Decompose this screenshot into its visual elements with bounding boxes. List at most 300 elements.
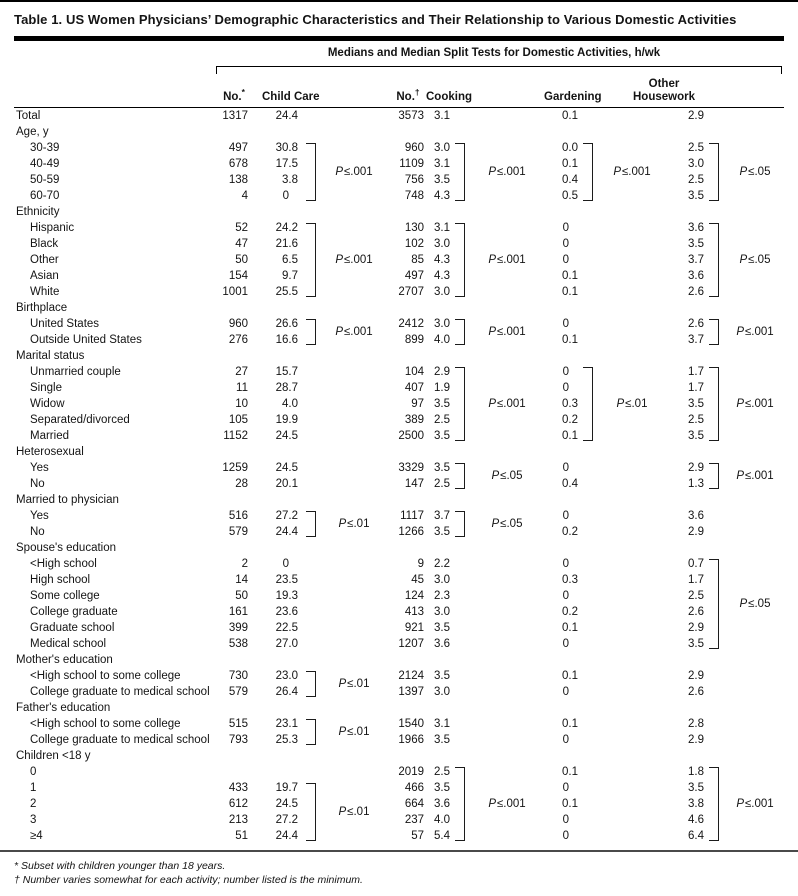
spacer — [298, 364, 320, 380]
spacer — [578, 220, 600, 236]
cell-cook: 3.1 — [434, 222, 450, 234]
cell-gard: 0 — [562, 222, 569, 234]
cell-cc: 0 — [282, 190, 289, 202]
group-bracket — [306, 719, 316, 745]
table-row — [14, 236, 784, 252]
spacer — [578, 812, 600, 828]
spacer — [298, 588, 320, 604]
spacer — [578, 316, 600, 332]
row-label: <High school to some college — [30, 718, 181, 730]
section-label: Birthplace — [16, 302, 68, 314]
cell-no2: 130 — [404, 222, 424, 234]
cell-no1: 399 — [228, 622, 248, 634]
spacer — [600, 508, 664, 524]
section-header-row — [14, 348, 784, 364]
cell-no1: 52 — [235, 222, 248, 234]
spacer — [320, 620, 388, 636]
cell-gard: 0.1 — [562, 798, 578, 810]
cell-cook: 3.5 — [434, 430, 450, 442]
dagger-footnote-marker: † — [414, 87, 420, 98]
cell-no1: 105 — [228, 414, 248, 426]
cell-hw: 2.5 — [688, 414, 704, 426]
group-bracket — [306, 511, 316, 537]
cell-no1: 433 — [228, 782, 248, 794]
row-label: ≥4 — [30, 830, 43, 842]
cell-no2: 97 — [411, 398, 424, 410]
table-row — [14, 828, 784, 844]
spacer — [320, 604, 388, 620]
cell-cook: 2.5 — [434, 414, 450, 426]
spacer — [472, 620, 542, 636]
spacer — [472, 684, 542, 700]
cell-gard: 0.2 — [562, 414, 578, 426]
cell-cc: 27.2 — [275, 510, 298, 522]
spacer — [298, 636, 320, 652]
cell-no2: 3573 — [398, 110, 424, 122]
row-label: 40-49 — [30, 158, 60, 170]
table-row — [14, 668, 784, 684]
footnote-rule — [0, 850, 798, 852]
cell-no2: 85 — [411, 254, 424, 266]
group-bracket — [455, 367, 465, 441]
spacer — [600, 684, 664, 700]
spacer — [578, 828, 600, 844]
cell-cc: 27.0 — [275, 638, 298, 650]
table-body — [14, 108, 784, 844]
cell-cc: 6.5 — [282, 254, 298, 266]
group-bracket — [455, 767, 465, 841]
p-value: P ≤.05 — [739, 166, 771, 178]
p-value: P ≤.001 — [736, 398, 774, 410]
spacer — [600, 284, 664, 300]
table-row — [14, 396, 784, 412]
spacer — [578, 764, 600, 780]
row-label: Yes — [30, 510, 49, 522]
table-title: Table 1. US Women Physicians’ Demographic Characteristics and Their Relationship to Various Domestic Activities — [14, 12, 737, 27]
spacer — [704, 108, 726, 124]
cell-gard: 0 — [562, 686, 569, 698]
cell-hw: 2.6 — [688, 686, 704, 698]
spacer — [600, 812, 664, 828]
cell-no2: 413 — [404, 606, 424, 618]
cell-no1: 516 — [228, 510, 248, 522]
spacer — [450, 572, 472, 588]
cell-gard: 0 — [562, 830, 569, 842]
cell-gard: 0.1 — [562, 270, 578, 282]
cell-no1: 11 — [236, 382, 248, 394]
spacer — [578, 588, 600, 604]
cell-no2: 960 — [404, 142, 424, 154]
p-value: P ≤.01 — [338, 806, 370, 818]
table-row — [14, 316, 784, 332]
spacer — [578, 556, 600, 572]
spacer — [472, 732, 542, 748]
spacer — [600, 732, 664, 748]
spacer — [600, 108, 664, 124]
footnote-dagger: † Number varies somewhat for each activity; number listed is the minimum. — [14, 873, 363, 886]
cell-cc: 9.7 — [282, 270, 298, 282]
table-row — [14, 812, 784, 828]
cell-cc: 24.4 — [275, 830, 298, 842]
table-row — [14, 172, 784, 188]
section-label: Mother's education — [16, 654, 113, 666]
cell-cook: 3.5 — [434, 526, 450, 538]
spacer — [726, 684, 784, 700]
spacer — [726, 732, 784, 748]
cell-cook: 1.9 — [434, 382, 450, 394]
cell-no1: 2 — [241, 558, 248, 570]
row-label: Separated/divorced — [30, 414, 130, 426]
cell-cc: 24.5 — [275, 430, 298, 442]
top-rule — [0, 0, 798, 2]
cell-cook: 3.5 — [434, 462, 450, 474]
row-label: 3 — [30, 814, 37, 826]
row-label: Married — [30, 430, 69, 442]
cell-hw: 2.9 — [688, 462, 704, 474]
spacer — [600, 828, 664, 844]
cell-hw: 1.3 — [688, 478, 704, 490]
table-row — [14, 140, 784, 156]
cell-hw: 2.5 — [688, 174, 704, 186]
cell-cook: 3.5 — [434, 174, 450, 186]
cell-no2: 899 — [404, 334, 424, 346]
cell-cc: 20.1 — [275, 478, 298, 490]
cell-hw: 1.7 — [688, 574, 704, 586]
table-header — [14, 41, 784, 108]
cell-cook: 4.3 — [434, 270, 450, 282]
column-header-cooking: Cooking — [426, 91, 472, 103]
cell-hw: 0.7 — [688, 558, 704, 570]
cell-gard: 0.0 — [562, 142, 578, 154]
p-value: P ≤.001 — [488, 166, 526, 178]
spacer — [578, 108, 600, 124]
cell-hw: 3.7 — [688, 254, 704, 266]
spacer — [298, 380, 320, 396]
spacer — [298, 572, 320, 588]
row-label: United States — [30, 318, 100, 330]
p-value: P ≤.001 — [488, 254, 526, 266]
cell-hw: 2.5 — [688, 590, 704, 602]
spacer — [472, 572, 542, 588]
cell-gard: 0 — [562, 814, 569, 826]
cell-cook: 3.6 — [434, 798, 450, 810]
group-bracket — [306, 143, 316, 201]
spacer — [450, 588, 472, 604]
cell-cc: 25.5 — [275, 286, 298, 298]
spacer — [578, 668, 600, 684]
row-label: No — [30, 478, 45, 490]
spacer — [320, 380, 388, 396]
column-header-housework-line2: Housework — [633, 91, 695, 103]
table-row — [14, 156, 784, 172]
row-label: Yes — [30, 462, 49, 474]
spacer — [450, 620, 472, 636]
spacer — [320, 412, 388, 428]
cell-cc: 19.7 — [275, 782, 298, 794]
cell-cook: 3.1 — [434, 110, 450, 122]
spacer — [600, 796, 664, 812]
table-row — [14, 252, 784, 268]
cell-hw: 3.5 — [688, 430, 704, 442]
cell-hw: 2.6 — [688, 286, 704, 298]
group-bracket — [306, 783, 316, 841]
section-header-row — [14, 492, 784, 508]
cell-gard: 0.3 — [562, 574, 578, 586]
cell-no1: 579 — [228, 526, 248, 538]
cell-cc: 19.3 — [275, 590, 298, 602]
section-label: Married to physician — [16, 494, 119, 506]
cell-hw: 3.5 — [688, 398, 704, 410]
row-label: 1 — [30, 782, 37, 794]
spacer — [600, 316, 664, 332]
spacer — [578, 476, 600, 492]
cell-cc: 23.1 — [275, 718, 298, 730]
cell-hw: 1.7 — [688, 366, 704, 378]
cell-gard: 0 — [562, 734, 569, 746]
spacer — [578, 620, 600, 636]
spacer — [472, 604, 542, 620]
cell-cc: 23.0 — [275, 670, 298, 682]
group-bracket — [455, 223, 465, 297]
spacer — [298, 412, 320, 428]
cell-no1: 497 — [228, 142, 248, 154]
section-header-row — [14, 444, 784, 460]
spacer — [320, 460, 388, 476]
spacer — [704, 684, 726, 700]
cell-no1 — [204, 764, 248, 780]
cell-cook: 3.1 — [434, 158, 450, 170]
spacer — [298, 556, 320, 572]
table-row — [14, 636, 784, 652]
cell-no1: 4 — [241, 190, 248, 202]
table-row — [14, 284, 784, 300]
group-bracket — [455, 143, 465, 201]
cell-no2: 45 — [411, 574, 424, 586]
spacer — [600, 524, 664, 540]
spacer — [578, 780, 600, 796]
spacer — [472, 668, 542, 684]
section-label: Heterosexual — [16, 446, 84, 458]
cell-gard: 0.4 — [562, 478, 578, 490]
group-bracket — [709, 559, 719, 649]
group-bracket — [583, 367, 593, 441]
table-section — [14, 540, 784, 652]
column-header-childcare: Child Care — [262, 91, 320, 103]
p-value: P ≤.01 — [338, 678, 370, 690]
spacer — [704, 732, 726, 748]
spacer — [320, 636, 388, 652]
cell-gard: 0.1 — [562, 430, 578, 442]
spacer — [578, 460, 600, 476]
spacer — [578, 524, 600, 540]
spacer — [320, 556, 388, 572]
spacer — [578, 332, 600, 348]
cell-gard: 0 — [562, 782, 569, 794]
spacer — [472, 636, 542, 652]
table-section — [14, 700, 784, 748]
cell-no1: 1001 — [222, 286, 248, 298]
cell-cook: 2.5 — [434, 478, 450, 490]
spacer — [450, 604, 472, 620]
cell-no1: 276 — [228, 334, 248, 346]
table-section — [14, 652, 784, 700]
spacer — [578, 236, 600, 252]
spacer — [600, 636, 664, 652]
spacer — [578, 716, 600, 732]
cell-hw: 4.6 — [688, 814, 704, 826]
spacer — [578, 636, 600, 652]
table-section — [14, 124, 784, 204]
cell-no1: 154 — [228, 270, 248, 282]
table-row — [14, 588, 784, 604]
table-row — [14, 476, 784, 492]
cell-no2: 104 — [404, 366, 424, 378]
cell-gard: 0.1 — [562, 718, 578, 730]
section-label: Father's education — [16, 702, 111, 714]
section-label: Age, y — [16, 126, 49, 138]
spacer — [600, 764, 664, 780]
cell-cook: 3.5 — [434, 622, 450, 634]
row-label: 50-59 — [30, 174, 60, 186]
cell-hw: 3.5 — [688, 638, 704, 650]
table-row — [14, 796, 784, 812]
p-value: P ≤.01 — [338, 726, 370, 738]
cell-gard: 0 — [562, 590, 569, 602]
cell-gard: 0.1 — [562, 766, 578, 778]
cell-no1: 14 — [235, 574, 248, 586]
column-header-other-housework — [604, 78, 724, 104]
cell-no1: 538 — [228, 638, 248, 650]
cell-cook: 2.2 — [434, 558, 450, 570]
cell-no2: 921 — [404, 622, 424, 634]
spacer — [704, 524, 726, 540]
cell-gard: 0 — [562, 462, 569, 474]
cell-cc: 4.0 — [282, 398, 298, 410]
cell-cook: 4.0 — [434, 334, 450, 346]
spacer — [726, 668, 784, 684]
section-header-row — [14, 300, 784, 316]
cell-hw: 2.6 — [688, 318, 704, 330]
column-header-no2-text: No. — [396, 91, 415, 103]
p-value: P ≤.05 — [491, 518, 523, 530]
cell-hw: 3.5 — [688, 190, 704, 202]
cell-no2: 124 — [404, 590, 424, 602]
cell-cc: 26.6 — [275, 318, 298, 330]
cell-no1: 51 — [235, 830, 248, 842]
cell-cc: 23.6 — [275, 606, 298, 618]
p-value: P ≤.001 — [488, 326, 526, 338]
cell-cc: 28.7 — [275, 382, 298, 394]
spacer — [600, 572, 664, 588]
group-bracket — [455, 319, 465, 345]
cell-hw: 1.7 — [688, 382, 704, 394]
cell-no1: 730 — [228, 670, 248, 682]
cell-cook: 3.0 — [434, 574, 450, 586]
row-label: White — [30, 286, 60, 298]
cell-no1: 612 — [228, 798, 248, 810]
cell-hw: 3.6 — [688, 510, 704, 522]
table-section — [14, 444, 784, 492]
cell-hw: 3.0 — [688, 158, 704, 170]
column-header-housework-line1: Other — [648, 78, 680, 90]
cell-cook: 2.3 — [434, 590, 450, 602]
group-bracket — [709, 367, 719, 441]
table-row — [14, 332, 784, 348]
section-label: Ethnicity — [16, 206, 60, 218]
spacer — [450, 556, 472, 572]
spacer — [600, 556, 664, 572]
cell-cook: 4.3 — [434, 254, 450, 266]
p-value: P ≤.05 — [491, 470, 523, 482]
cell-gard: 0.2 — [562, 526, 578, 538]
spacer — [578, 252, 600, 268]
cell-hw: 3.6 — [688, 222, 704, 234]
spacer — [578, 604, 600, 620]
group-bracket — [455, 511, 465, 537]
row-label: College graduate to medical school — [30, 734, 210, 746]
cell-gard: 0.4 — [562, 174, 578, 186]
cell-cc: 24.4 — [275, 110, 298, 122]
section-header-row — [14, 540, 784, 556]
group-bracket — [306, 223, 316, 297]
p-value: P ≤.05 — [739, 598, 771, 610]
table-row — [14, 716, 784, 732]
p-value: P ≤.001 — [736, 326, 774, 338]
row-label: Hispanic — [30, 222, 75, 234]
section-label: Children <18 y — [16, 750, 91, 762]
spacer — [298, 460, 320, 476]
spacer — [600, 668, 664, 684]
cell-no1: 50 — [235, 590, 248, 602]
spacer — [600, 716, 664, 732]
table-row — [14, 108, 784, 124]
cell-no1: 678 — [228, 158, 248, 170]
column-header-no1-text: No. — [223, 91, 242, 103]
spacer — [600, 236, 664, 252]
row-label: Asian — [30, 270, 59, 282]
row-label: 0 — [30, 766, 37, 778]
section-header-row — [14, 124, 784, 140]
cell-cc: 19.9 — [275, 414, 298, 426]
cell-no1: 793 — [228, 734, 248, 746]
row-label: Other — [30, 254, 59, 266]
spacer — [578, 796, 600, 812]
table-row — [14, 460, 784, 476]
spanning-header: Medians and Median Split Tests for Domestic Activities, h/wk — [327, 47, 661, 59]
table-row — [14, 684, 784, 700]
cell-no2: 9 — [417, 558, 424, 570]
table-row — [14, 220, 784, 236]
cell-gard: 0.5 — [562, 190, 578, 202]
cell-no2: 3329 — [398, 462, 424, 474]
spanning-header-bracket — [216, 66, 782, 74]
cell-no2: 1266 — [398, 526, 424, 538]
cell-hw: 2.5 — [688, 142, 704, 154]
spacer — [600, 588, 664, 604]
spacer — [726, 108, 784, 124]
cell-cook: 3.5 — [434, 670, 450, 682]
spacer — [298, 604, 320, 620]
cell-cook: 3.0 — [434, 318, 450, 330]
column-header-no1 — [212, 87, 256, 103]
table-row — [14, 572, 784, 588]
spacer — [450, 732, 472, 748]
cell-cook: 3.5 — [434, 734, 450, 746]
cell-gard: 0 — [562, 558, 569, 570]
cell-no1: 10 — [235, 398, 248, 410]
cell-no2: 1540 — [398, 718, 424, 730]
table-section — [14, 492, 784, 540]
